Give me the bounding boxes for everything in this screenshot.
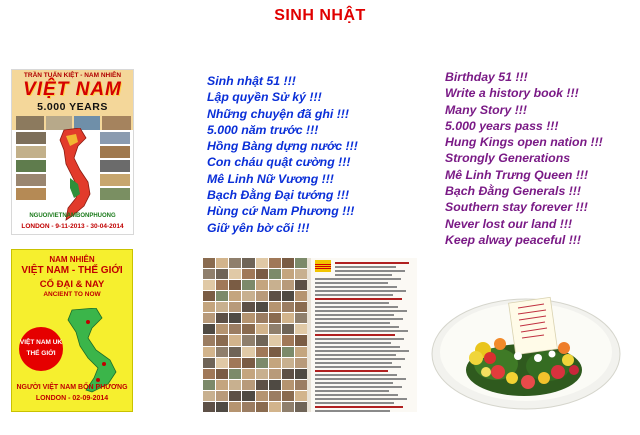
collage-photo	[256, 402, 268, 412]
collage-photo	[256, 335, 268, 345]
collage-text-line	[315, 310, 407, 312]
collage-photo	[269, 335, 281, 345]
poem-line: Hùng cứ Nam Phương !!!	[207, 204, 355, 219]
collage-text-line	[315, 370, 388, 372]
collage-photo	[269, 402, 281, 412]
collage-text-line	[315, 394, 398, 396]
collage-photo	[256, 324, 268, 334]
collage-photo	[282, 280, 294, 290]
collage-photo	[242, 280, 254, 290]
page-title: SINH NHẬT	[274, 7, 366, 24]
collage-photo	[282, 269, 294, 279]
collage-photo	[216, 402, 228, 412]
collage-photo	[256, 280, 268, 290]
collage-photo	[242, 358, 254, 368]
vietnam-map-icon	[58, 308, 128, 393]
book-cover-vietnam-5000-years	[11, 69, 134, 235]
book-title: VIỆT NAM - THẾ GIỚI	[21, 265, 123, 276]
collage-photo	[203, 324, 215, 334]
collage-text-line	[315, 302, 389, 304]
collage-photo	[216, 313, 228, 323]
collage-text-line	[315, 286, 397, 288]
photo-collage	[203, 258, 417, 412]
cover-photo	[100, 132, 130, 144]
collage-photo	[229, 358, 241, 368]
collage-photo	[216, 280, 228, 290]
collage-photo	[242, 347, 254, 357]
collage-photo	[282, 324, 294, 334]
collage-photo	[229, 302, 241, 312]
collage-photo	[256, 291, 268, 301]
collage-photo	[242, 313, 254, 323]
collage-photo	[229, 369, 241, 379]
collage-photo	[256, 380, 268, 390]
collage-photo	[242, 380, 254, 390]
collage-text-page	[311, 258, 417, 412]
collage-photo	[242, 302, 254, 312]
book-authors: TRẦN TUẤN KIỆT - NAM NHIÊN	[23, 72, 122, 79]
poem-line: Lập quyền Sử ký !!!	[207, 90, 322, 105]
collage-photo	[269, 358, 281, 368]
collage-text-line	[315, 398, 407, 400]
cover-photo	[100, 160, 130, 172]
collage-text-line	[315, 326, 399, 328]
collage-photo	[282, 391, 294, 401]
book-author: NAM NHIÊN	[49, 255, 95, 264]
collage-photo	[229, 258, 241, 268]
collage-text-line	[315, 338, 404, 340]
collage-photo	[256, 347, 268, 357]
collage-photo	[203, 313, 215, 323]
poem-line: Many Story !!!	[445, 102, 527, 117]
poem-line: 5.000 years pass !!!	[445, 118, 559, 133]
collage-text-line	[315, 382, 393, 384]
collage-text-line	[315, 386, 402, 388]
collage-photo	[216, 347, 228, 357]
collage-photo	[269, 302, 281, 312]
poem-english	[445, 69, 603, 248]
poem-line: Write a history book !!!	[445, 86, 579, 101]
collage-photo	[242, 402, 254, 412]
cover-photo	[16, 174, 46, 186]
poem-line: Mê Linh Trưng Queen !!!	[445, 167, 589, 182]
collage-photo	[203, 391, 215, 401]
cover-photo	[16, 116, 44, 130]
book-subtitle-english: ANCIENT TO NOW	[43, 291, 101, 298]
collage-photo	[269, 391, 281, 401]
poem-line: Southern stay forever !!!	[445, 200, 588, 215]
collage-photo	[269, 380, 281, 390]
vietnam-map-icon	[58, 128, 94, 222]
collage-text-line	[315, 282, 388, 284]
badge-line-2: THẾ GIỚI	[26, 350, 56, 357]
collage-photo	[203, 291, 215, 301]
cover-photo	[16, 132, 46, 144]
book-dates: LONDON - 02-09-2014	[35, 395, 109, 402]
collage-photo	[229, 280, 241, 290]
collage-text-line	[315, 374, 397, 376]
collage-photo	[216, 258, 228, 268]
collage-text-line	[315, 410, 390, 412]
collage-photo	[269, 291, 281, 301]
collage-photo	[256, 358, 268, 368]
collage-photo	[229, 269, 241, 279]
collage-photo	[295, 324, 307, 334]
collage-text-line	[315, 306, 398, 308]
collage-photo	[269, 324, 281, 334]
collage-photo	[256, 258, 268, 268]
collage-photo	[282, 369, 294, 379]
collage-photo	[295, 269, 307, 279]
collage-photo	[282, 402, 294, 412]
collage-photo	[269, 313, 281, 323]
collage-text-line	[315, 342, 391, 344]
poem-line: Bạch Đằng Đại tướng !!!	[207, 188, 350, 203]
collage-text-line	[315, 294, 393, 296]
collage-photo	[295, 347, 307, 357]
collage-photo	[295, 258, 307, 268]
cover-photo	[16, 146, 46, 158]
collage-photo	[242, 258, 254, 268]
collage-photo	[295, 313, 307, 323]
collage-photo	[295, 402, 307, 412]
collage-photo	[256, 269, 268, 279]
poem-line: Con cháu quật cường !!!	[207, 155, 351, 170]
collage-photo	[295, 335, 307, 345]
collage-photo	[256, 369, 268, 379]
poem-line: Hồng Bàng dựng nước !!!	[207, 139, 358, 154]
collage-text-line	[315, 290, 406, 292]
collage-photo	[229, 291, 241, 301]
book-subtitle: 5.000 YEARS	[37, 101, 108, 113]
collage-photo	[242, 291, 254, 301]
collage-photo	[282, 313, 294, 323]
collage-photo	[229, 313, 241, 323]
collage-photo	[229, 324, 241, 334]
collage-photo	[216, 369, 228, 379]
collage-text-line	[315, 278, 401, 280]
collage-photo	[203, 335, 215, 345]
collage-text-line	[315, 330, 408, 332]
cover-photo	[100, 188, 130, 200]
poem-line: Never lost our land !!!	[445, 216, 573, 231]
collage-photo	[269, 269, 281, 279]
collage-photo	[203, 280, 215, 290]
collage-photo	[242, 369, 254, 379]
collage-photo	[269, 258, 281, 268]
flag-icon	[315, 260, 331, 272]
cover-photo	[16, 160, 46, 172]
poem-vietnamese	[207, 73, 358, 236]
collage-photo	[229, 347, 241, 357]
collage-photo	[295, 302, 307, 312]
cover-badge	[19, 327, 63, 371]
collage-photo	[229, 335, 241, 345]
collage-photo	[282, 380, 294, 390]
collage-photo	[216, 269, 228, 279]
collage-photo	[256, 302, 268, 312]
collage-text-line	[335, 262, 409, 264]
cover-photo	[102, 116, 131, 130]
collage-photo	[216, 335, 228, 345]
collage-photo	[295, 391, 307, 401]
collage-photo	[203, 347, 215, 357]
collage-photo	[256, 313, 268, 323]
cover-photo	[100, 146, 130, 158]
book-publisher: NGƯỜI VIỆT NAM BỐN PHƯƠNG	[16, 384, 128, 391]
collage-text-line	[315, 318, 403, 320]
collage-photo	[203, 302, 215, 312]
collage-text-line	[315, 314, 394, 316]
collage-text-line	[315, 406, 403, 408]
poem-line: Mê Linh Nữ Vương !!!	[207, 171, 334, 186]
poem-line: Sinh nhật 51 !!!	[207, 74, 296, 88]
collage-text-line	[315, 362, 392, 364]
poem-line: Những chuyện đã ghi !!!	[207, 106, 349, 121]
book-subtitle: CỔ ĐẠI & NAY	[39, 279, 105, 290]
collage-photo	[229, 391, 241, 401]
collage-text-line	[315, 322, 390, 324]
collage-photo	[203, 358, 215, 368]
collage-text-line	[315, 366, 401, 368]
collage-photo	[282, 358, 294, 368]
badge-line-1: VIỆT NAM UK	[19, 339, 63, 346]
book-cover-vietnam-the-gioi	[11, 249, 133, 412]
collage-photo	[282, 347, 294, 357]
collage-text-line	[315, 350, 409, 352]
collage-text-line	[335, 266, 396, 268]
collage-photo	[216, 380, 228, 390]
collage-text-line	[315, 346, 400, 348]
collage-photo	[295, 358, 307, 368]
collage-text-line	[315, 298, 402, 300]
poem-line: Strongly Generations	[445, 151, 571, 166]
poem-line: Giữ yên bờ cõi !!!	[207, 220, 310, 235]
collage-photo	[282, 335, 294, 345]
collage-photo-grid	[203, 258, 307, 412]
collage-photo	[242, 335, 254, 345]
collage-photo	[269, 369, 281, 379]
collage-photo	[295, 369, 307, 379]
collage-text-line	[315, 390, 389, 392]
book-title: VIỆT NAM	[23, 79, 122, 100]
poem-line: Hung Kings open nation !!!	[445, 135, 603, 150]
collage-text-line	[315, 334, 395, 336]
collage-photo	[216, 391, 228, 401]
collage-photo	[229, 402, 241, 412]
cover-photo	[100, 174, 130, 186]
collage-text-line	[315, 378, 406, 380]
book-dates: LONDON - 9-11-2013 - 30-04-2014	[21, 223, 124, 230]
collage-text-line	[315, 358, 405, 360]
birthday-cake-photo	[428, 286, 625, 410]
collage-photo	[295, 380, 307, 390]
collage-photo	[295, 280, 307, 290]
collage-photo	[242, 391, 254, 401]
collage-photo	[256, 391, 268, 401]
collage-text-line	[315, 402, 394, 404]
collage-photo	[242, 269, 254, 279]
collage-photo	[203, 258, 215, 268]
poem-line: Birthday 51 !!!	[445, 70, 528, 84]
collage-photo	[229, 380, 241, 390]
poem-line: Keep alway peaceful !!!	[445, 232, 581, 247]
collage-text-line	[315, 354, 396, 356]
collage-photo	[269, 347, 281, 357]
collage-photo	[282, 258, 294, 268]
collage-text-line	[335, 274, 392, 276]
cover-photo	[16, 188, 46, 200]
poem-line: Bạch Đằng Generals !!!	[445, 184, 581, 199]
collage-photo	[216, 324, 228, 334]
collage-photo	[282, 291, 294, 301]
collage-photo	[216, 358, 228, 368]
poem-line: 5.000 năm trước !!!	[207, 122, 319, 137]
collage-photo	[203, 369, 215, 379]
collage-photo	[295, 291, 307, 301]
collage-photo	[203, 402, 215, 412]
collage-text-line	[335, 270, 405, 272]
birthday-cake-image	[428, 286, 625, 410]
collage-photo	[203, 269, 215, 279]
collage-photo	[282, 302, 294, 312]
book-publisher: NGUOIVIETNAMBONPHUONG	[29, 213, 116, 219]
collage-photo	[216, 302, 228, 312]
collage-photo	[216, 291, 228, 301]
collage-photo	[203, 380, 215, 390]
collage-photo	[242, 324, 254, 334]
collage-photo	[269, 280, 281, 290]
